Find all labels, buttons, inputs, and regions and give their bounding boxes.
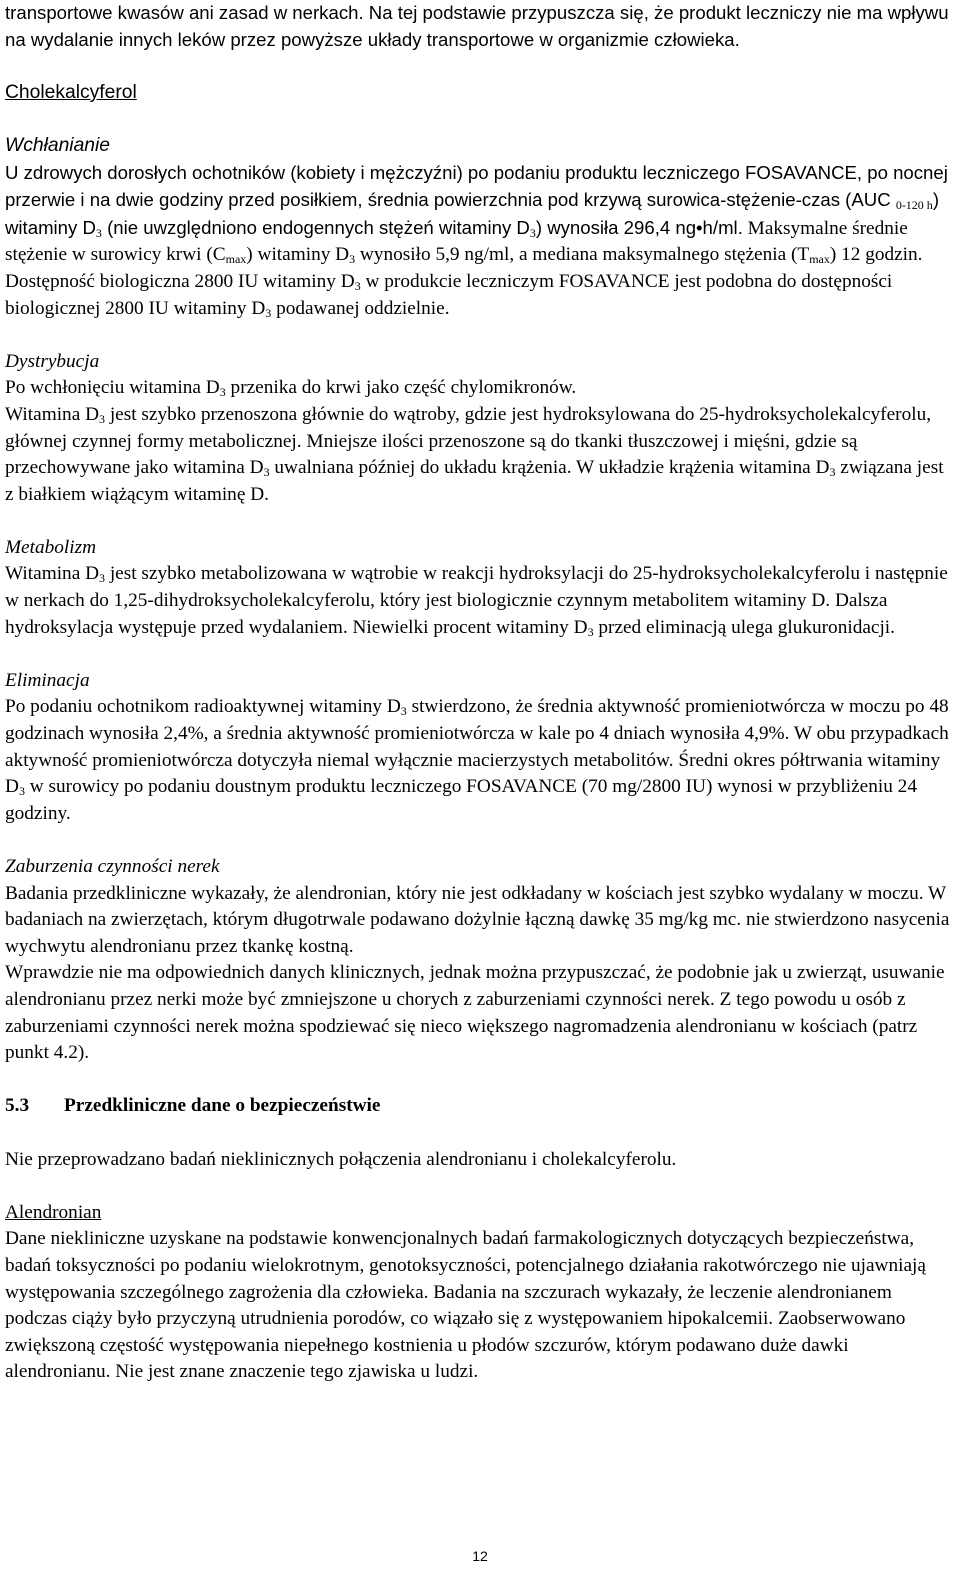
page-number: 12 bbox=[472, 1548, 488, 1564]
absorption-text-part1: U zdrowych dorosłych ochotników (kobiety i mężczyźni) po podaniu produktu leczniczego FOSAVANCE, po nocnej przerwie i na dwie godziny przed posiłkiem, średnia powierzchnia pod krzywą surowica-stężenie-czas (AUC bbox=[5, 161, 948, 211]
distribution-heading: Dystrybucja bbox=[5, 350, 100, 372]
absorption-text-part9: w produkcie leczniczym FOSAVANCE jest podobna do dostępności biologicznej 2800 IU witaminy D bbox=[5, 270, 893, 319]
absorption-heading: Wchłanianie bbox=[5, 134, 111, 156]
absorption-text-part3: (nie uwzględniono endogennych stężeń witaminy D bbox=[101, 216, 530, 238]
metabolism-text: przed eliminacją ulega glukuronidacji. bbox=[593, 616, 895, 638]
alendronate-heading: Alendronian bbox=[5, 1201, 102, 1223]
absorption-paragraph bbox=[5, 160, 955, 323]
document-page bbox=[5, 0, 955, 1386]
absorption-text-part7: wynosiło 5,9 ng/ml, a mediana maksymalnego stężenia (T bbox=[355, 244, 810, 266]
intro-text: transportowe kwasów ani zasad w nerkach. Na tej podstawie przypuszcza się, że produkt leczniczy nie ma wpływu na wydalanie innych leków przez powyższe układy transportowe w organizmie człowieka. bbox=[5, 2, 949, 50]
distribution-text: związana jest z białkiem wiążącym witaminę D. bbox=[5, 457, 944, 505]
section-number: 5.3 bbox=[5, 1095, 30, 1117]
subscript: 3 bbox=[349, 252, 356, 267]
metabolism-paragraph bbox=[5, 561, 955, 641]
absorption-text-part6: ) witaminy D bbox=[246, 244, 350, 266]
subscript: 3 bbox=[263, 465, 270, 480]
subscript: 3 bbox=[99, 571, 105, 586]
subscript: 3 bbox=[18, 784, 25, 799]
distribution-text: jest szybko przenoszona głównie do wątroby, gdzie jest hydroksylowana do 25-hydroksycholekalcyferolu, głównej czynnej formy metabolicznej. Mniejsze ilości przenoszone są do tkanki tłuszczowej i mięśni, gdzie są przechowywane jako witamina D bbox=[5, 403, 932, 479]
renal-heading: Zaburzenia czynności nerek bbox=[5, 856, 220, 877]
elimination-text: w surowicy po podaniu doustnym produktu leczniczego FOSAVANCE (70 mg/2800 IU) wynosi w przybliżeniu 24 godziny. bbox=[5, 776, 917, 824]
subscript: 3 bbox=[354, 278, 361, 293]
distribution-text: Po wchłonięciu witamina D bbox=[5, 377, 220, 399]
elimination-text: stwierdzono, że średnia aktywność promieniotwórcza w moczu po 48 godzinach wynosiła 2,4%, a średnia aktywność promieniotwórcza w kale po 4 dniach wynosiła 4,9%. W obu przypadkach aktywność promieniotwórcza dotyczyła niemal wyłącznie macierzystych metabolitów. Średni okres półtrwania witaminy D bbox=[5, 696, 949, 798]
subscript: 3 bbox=[219, 385, 226, 400]
alendronate-paragraph: Dane niekliniczne uzyskane na podstawie konwencjonalnych badań farmakologicznych dotyczących bezpieczeństwa, badań toksyczności po podaniu wielokrotnym, genotoksyczności, potencjalnego działania rakotwórczego nie ujawniają występowania szczególnego zagrożenia dla człowieka. Badania na szczurach wykazały, że leczenie alendronianem podczas ciąży było przyczyną utrudnienia porodów, co wiązało się z występowaniem hipokalcemii. Zaobserwowano zwiększoną częstość występowania niepełnego kostnienia u płodów szczurów, którym podawano duże dawki alendronianu. Nie jest znane znaczenie tego zjawiska u ludzi. bbox=[5, 1228, 926, 1383]
elimination-paragraph bbox=[5, 694, 955, 827]
cholecalciferol-heading: Cholekalcyferol bbox=[5, 81, 137, 103]
renal-paragraph-1: Badania przedkliniczne wykazały, że alendronian, który nie jest odkładany w kościach jest szybko wydalany w moczu. W badaniach na zwierzętach, którym długotrwale podawano dożylnie łączną dawkę 35 mg/kg mc. nie stwierdzono nasycenia wychwytu alendronianu przez tkankę kostną. bbox=[5, 882, 950, 957]
intro-paragraph bbox=[5, 0, 955, 53]
subscript: max bbox=[225, 252, 247, 267]
subscript: 3 bbox=[265, 305, 272, 320]
subscript: 3 bbox=[400, 704, 407, 719]
distribution-line1 bbox=[5, 375, 955, 402]
subscript: 0-120 h bbox=[895, 198, 933, 213]
subscript: 3 bbox=[99, 411, 105, 426]
subscript: 3 bbox=[587, 624, 594, 639]
absorption-text-part4: ) wynosiła 296,4 ng•h/ml. bbox=[535, 216, 743, 238]
elimination-heading: Eliminacja bbox=[5, 669, 90, 691]
distribution-text: przenika do krwi jako część chylomikronów. bbox=[225, 377, 577, 399]
distribution-text: Witamina D bbox=[5, 403, 99, 425]
absorption-text-part5: Maksymalne średnie stężenie w surowicy krwi (C bbox=[5, 217, 908, 266]
absorption-text-part10: podawanej oddzielnie. bbox=[271, 297, 450, 319]
distribution-paragraph bbox=[5, 402, 955, 508]
absorption-text-part8: ) 12 godzin. Dostępność biologiczna 2800 IU witaminy D bbox=[5, 244, 923, 292]
elimination-text: Po podaniu ochotnikom radioaktywnej witaminy D bbox=[5, 696, 401, 718]
section-title: Przedkliniczne dane o bezpieczeństwie bbox=[64, 1095, 381, 1117]
absorption-text-part2: ) witaminy D bbox=[5, 189, 940, 238]
subscript: max bbox=[809, 252, 830, 267]
metabolism-heading: Metabolizm bbox=[5, 536, 97, 558]
subscript: 3 bbox=[829, 465, 836, 480]
section-intro: Nie przeprowadzano badań nieklinicznych połączenia alendronianu i cholekalcyferolu. bbox=[5, 1148, 677, 1170]
metabolism-text: Witamina D bbox=[5, 563, 99, 585]
distribution-text: uwalniana później do układu krążenia. W układzie krążenia witamina D bbox=[269, 457, 830, 479]
metabolism-text: jest szybko metabolizowana w wątrobie w reakcji hydroksylacji do 25-hydroksycholekalcyferolu i następnie w nerkach do 1,25-dihydroksycholekalcyferolu, który jest biologicznie czynnym metabolitem witaminy D. Dalsza hydroksylacja występuje przed wydalaniem. Niewielki procent witaminy D bbox=[5, 563, 948, 638]
renal-paragraph-2: Wprawdzie nie ma odpowiednich danych klinicznych, jednak można przypuszczać, że podobnie jak u zwierząt, usuwanie alendronianu przez nerki może być zmniejszone u chorych z zaburzeniami czynności nerek. Z tego powodu u osób z zaburzeniami czynności nerek można spodziewać się nieco większego nagromadzenia alendronianu w kościach (patrz punkt 4.2). bbox=[5, 962, 945, 1064]
subscript: 3 bbox=[95, 225, 102, 240]
subscript: 3 bbox=[529, 225, 536, 240]
section-heading-5-3 bbox=[5, 1093, 955, 1120]
